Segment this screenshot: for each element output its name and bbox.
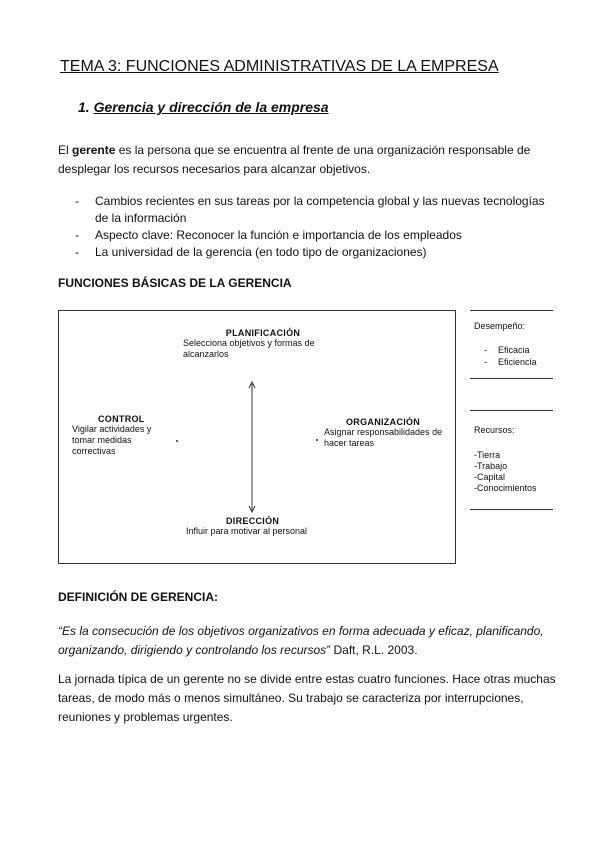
closing-paragraph: La jornada típica de un gerente no se divide entre estas cuatro funciones. Hace otras muchas tareas, de modo más o menos simultáneo. Su trabajo se caracteriza por interrupciones, reuniones y problemas urgentes. — [58, 672, 556, 724]
vertical-double-arrow — [246, 380, 258, 514]
planificacion-text: Selecciona objetivos y formas de alcanzarlos — [183, 338, 315, 359]
control-text: Vigilar actividades y tomar medidas correctivas — [72, 424, 152, 456]
recursos-title: Recursos: — [474, 425, 515, 435]
funciones-heading: FUNCIONES BÁSICAS DE LA GERENCIA — [58, 276, 292, 290]
definicion-heading: DEFINICIÓN DE GERENCIA: — [58, 590, 219, 604]
direccion-title: DIRECCIÓN — [226, 516, 280, 526]
recursos-item: -Capital — [474, 472, 506, 482]
side-desempeno — [474, 320, 537, 368]
side-divider — [470, 509, 553, 510]
document-title: TEMA 3: FUNCIONES ADMINISTRATIVAS DE LA EMPRESA — [60, 58, 499, 75]
diagram-dot-left — [176, 440, 178, 442]
recursos-item: -Tierra — [474, 450, 501, 460]
organizacion-text: Asignar responsabilidades de hacer tareas — [324, 427, 443, 448]
diagram-direccion — [186, 516, 326, 537]
intro-rest: es la persona que se encuentra al frente de una organización responsable de desplegar los recursos necesarios para alcanzar objetivos. — [58, 143, 531, 176]
bullet-item: - Aspecto clave: Reconocer la función e importancia de los empleados — [58, 227, 558, 244]
organizacion-title: ORGANIZACIÓN — [346, 417, 421, 427]
intro-prefix: El — [58, 143, 73, 157]
desempeno-item: - Eficiencia — [474, 356, 537, 368]
desempeno-item: - Eficacia — [474, 344, 537, 356]
side-recursos — [474, 425, 537, 494]
diagram-control — [72, 414, 172, 457]
section-title: Gerencia y dirección de la empresa — [93, 99, 329, 115]
side-divider — [470, 410, 553, 411]
desempeno-title: Desempeño: — [474, 321, 526, 331]
bullet-item: - Cambios recientes en sus tareas por la competencia global y las nuevas tecnologías de la información — [58, 193, 558, 227]
bullet-item: - La universidad de la gerencia (en todo tipo de organizaciones) — [58, 244, 558, 261]
definicion-quote — [58, 622, 558, 660]
intro-bold-term: gerente — [72, 143, 116, 157]
quote-source: Daft, R.L. 2003. — [330, 643, 418, 657]
recursos-item: -Conocimientos — [474, 483, 537, 493]
quote-text: “Es la consecución de los objetivos organizativos en forma adecuada y eficaz, planificando, organizando, dirigiendo y controlando los recursos” — [58, 624, 544, 657]
diagram-organizacion — [324, 417, 454, 449]
planificacion-title: PLANIFICACIÓN — [225, 328, 301, 338]
bullet-list — [58, 193, 558, 261]
side-divider — [470, 310, 553, 311]
control-title: CONTROL — [98, 414, 145, 424]
side-divider — [470, 378, 553, 379]
intro-paragraph — [58, 141, 548, 179]
section-number: 1. — [78, 99, 90, 115]
section-heading — [78, 99, 329, 115]
diagram-dot-right — [316, 439, 318, 441]
direccion-text: Influir para motivar al personal — [186, 526, 308, 536]
diagram-planificacion — [183, 328, 343, 360]
recursos-item: -Trabajo — [474, 461, 508, 471]
